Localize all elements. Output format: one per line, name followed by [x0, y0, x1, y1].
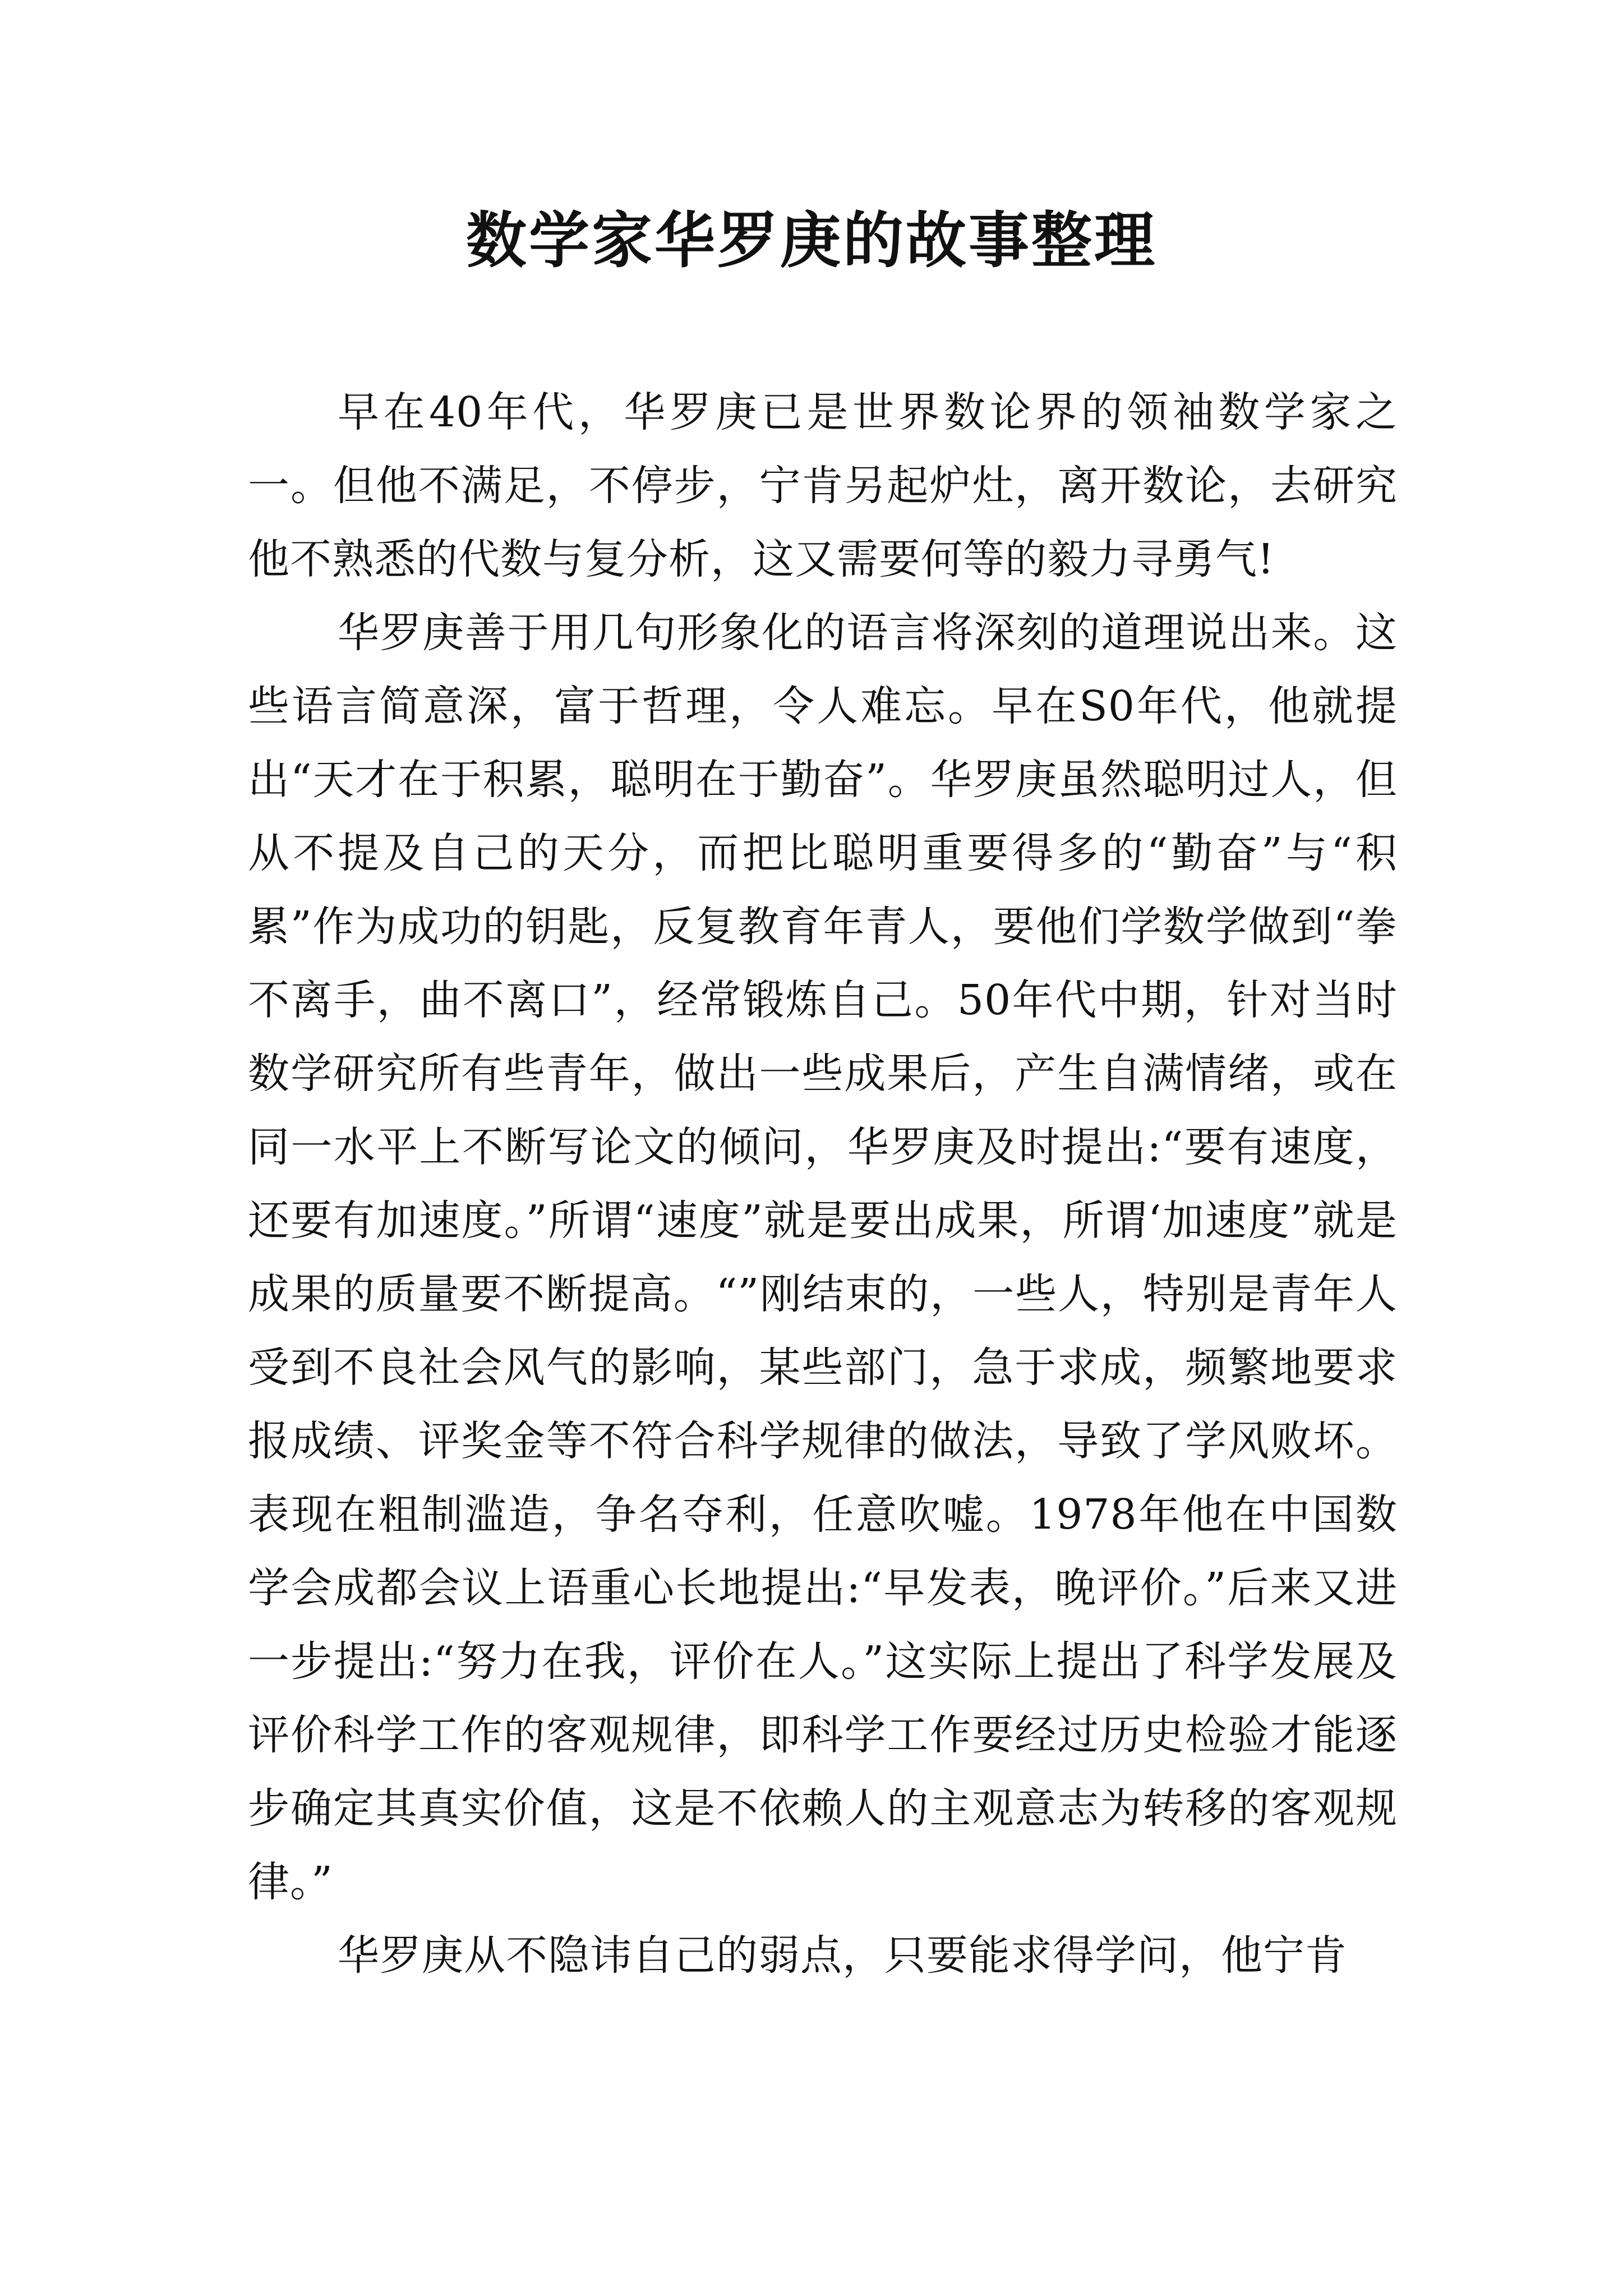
document-body [248, 376, 1398, 1993]
paragraph-2: 华罗庚善于用几句形象化的语言将深刻的道理说出来。这些语言简意深，富于哲理，令人难忘。早在S0年代，他就提出“天才在于积累，聪明在于勤奋”。华罗庚虽然聪明过人，但从不提及自己的天分，而把比聪明重要得多的“勤奋”与“积累”作为成功的钥匙，反复教育年青人，要他们学数学做到“拳不离手，曲不离口”，经常锻炼自己。50年代中期，针对当时数学研究所有些青年，做出一些成果后，产生自满情绪，或在同一水平上不断写论文的倾问，华罗庚及时提出:“要有速度，还要有加速度。”所谓“速度”就是要出成果，所谓‘加速度”就是成果的质量要不断提高。“”刚结束的，一些人，特别是青年人受到不良社会风气的影响，某些部门，急于求成，频繁地要求报成绩、评奖金等不符合科学规律的做法，导致了学风败坏。表现在粗制滥造，争名夺利，任意吹嘘。1978年他在中国数学会成都会议上语重心长地提出:“早发表，晚评价。”后来又进一步提出:“努力在我，评价在人。”这实际上提出了科学发展及评价科学工作的客观规律，即科学工作要经过历史检验才能逐步确定其真实价值，这是不依赖人的主观意志为转移的客观规律。” [248, 609, 1398, 1906]
paragraph-3: 华罗庚从不隐讳自己的弱点，只要能求得学问，他宁肯 [338, 1931, 1347, 1980]
paragraph-1: 早在40年代，华罗庚已是世界数论界的领袖数学家之一。但他不满足，不停步，宁肯另起炉灶，离开数论，去研究他不熟悉的代数与复分析，这又需要何等的毅力寻勇气! [248, 388, 1398, 583]
document-title: 数学家华罗庚的故事整理 [465, 206, 1157, 276]
